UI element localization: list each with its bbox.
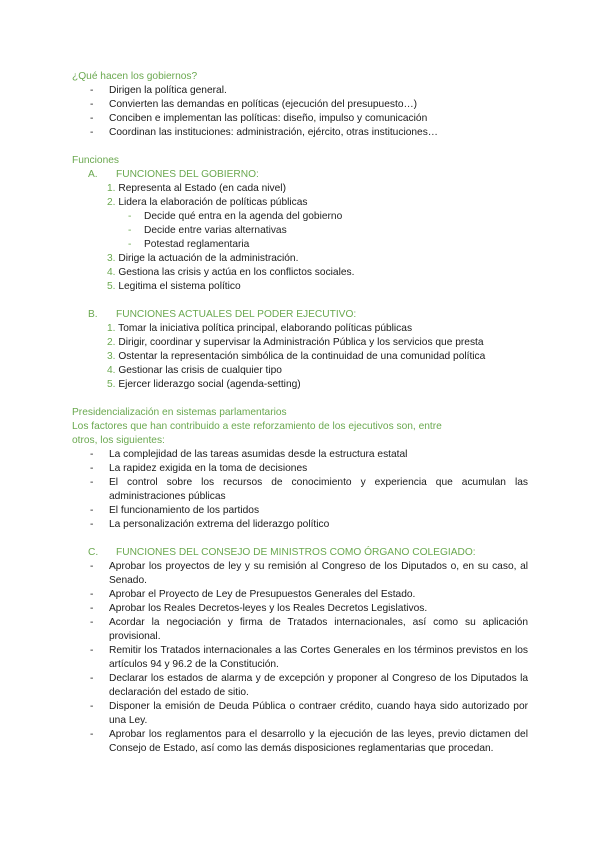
section-b-list [72, 322, 528, 392]
funciones-heading: Funciones [72, 155, 120, 166]
list-item: - Remitir los Tratados internacionales a las Cortes Generales en los términos previstos en los artículos 94 y 96.2 de la Constitución. [72, 644, 528, 672]
sub-item: - Decide entre varias alternativas [128, 224, 528, 238]
numbered-item [107, 182, 528, 196]
item-number: 3. [107, 253, 116, 264]
section-letter: C. [88, 547, 99, 558]
section-a-list [72, 182, 528, 210]
item-number: 2. [107, 337, 116, 348]
list-item: - Aprobar los Reales Decretos-leyes y los Reales Decretos Legislativos. [72, 602, 528, 616]
item-number: 1. [107, 323, 116, 334]
list-item: - Coordinan las instituciones: administración, ejército, otras instituciones… [72, 126, 528, 140]
list-item: - Aprobar el Proyecto de Ley de Presupuestos Generales del Estado. [72, 588, 528, 602]
section-letter: B. [88, 309, 98, 320]
item-text: Gestiona las crisis y actúa en los conflictos sociales. [115, 267, 355, 278]
section-letter: A. [88, 169, 98, 180]
section-a-sublist [72, 210, 528, 252]
numbered-item [107, 378, 528, 392]
section-a-list-cont [72, 252, 528, 294]
list-item: - Declarar los estados de alarma y de excepción y proponer al Congreso de los Diputados la declaración del estado de sitio. [72, 672, 528, 700]
item-number: 4. [107, 365, 116, 376]
document-page [72, 70, 528, 756]
item-number: 5. [107, 281, 116, 292]
item-text: Dirige la actuación de la administración. [115, 253, 299, 264]
item-text: Ejercer liderazgo social (agenda-setting) [115, 379, 301, 390]
presidencializacion-list [72, 448, 528, 532]
list-item: - El funcionamiento de los partidos [72, 504, 528, 518]
section-b-header [72, 308, 528, 322]
list-item: - Aprobar los reglamentos para el desarrollo y la ejecución de las leyes, previo dictamen del Consejo de Estado, así como las demás disposiciones reglamentarias que procedan. [72, 728, 528, 756]
numbered-item [107, 280, 528, 294]
sub-item: - Potestad reglamentaria [128, 238, 528, 252]
item-number: 5. [107, 379, 116, 390]
numbered-item [107, 336, 528, 350]
item-text: Representa al Estado (en cada nivel) [115, 183, 286, 194]
presidencializacion-intro: Los factores que han contribuido a este reforzamiento de los ejecutivos son, entre [72, 421, 442, 432]
list-item: - Acordar la negociación y firma de Tratados internacionales, así como su aplicación provisional. [72, 616, 528, 644]
numbered-item [107, 350, 528, 364]
list-item: - Convierten las demandas en políticas (ejecución del presupuesto…) [72, 98, 528, 112]
list-item: - El control sobre los recursos de conocimiento y experiencia que acumulan las administraciones públicas [72, 476, 528, 504]
list-item: - Aprobar los proyectos de ley y su remisión al Congreso de los Diputados o, en su caso, al Senado. [72, 560, 528, 588]
presidencializacion-heading: Presidencialización en sistemas parlamentarios [72, 407, 287, 418]
section-title: FUNCIONES ACTUALES DEL PODER EJECUTIVO: [116, 309, 357, 320]
numbered-item [107, 266, 528, 280]
item-text: Ostentar la representación simbólica de la continuidad de una comunidad política [115, 351, 486, 362]
item-number: 2. [107, 197, 116, 208]
item-text: Lidera la elaboración de políticas públicas [115, 197, 308, 208]
list-item: - La personalización extrema del liderazgo político [72, 518, 528, 532]
list-item: - La complejidad de las tareas asumidas desde la estructura estatal [72, 448, 528, 462]
question-heading: ¿Qué hacen los gobiernos? [72, 71, 198, 82]
section-c-header [72, 546, 528, 560]
presidencializacion-intro-cont: otros, los siguientes: [72, 435, 165, 446]
numbered-item [107, 252, 528, 266]
sub-item: - Decide qué entra en la agenda del gobierno [128, 210, 528, 224]
item-text: Gestionar las crisis de cualquier tipo [115, 365, 282, 376]
item-text: Legitima el sistema político [115, 281, 241, 292]
item-number: 1. [107, 183, 116, 194]
item-text: Tomar la iniciativa política principal, elaborando políticas públicas [115, 323, 413, 334]
numbered-item [107, 196, 528, 210]
list-item: - Dirigen la política general. [72, 84, 528, 98]
numbered-item [107, 322, 528, 336]
section-a-header [72, 168, 528, 182]
section-title: FUNCIONES DEL GOBIERNO: [116, 169, 259, 180]
item-number: 3. [107, 351, 116, 362]
item-number: 4. [107, 267, 116, 278]
list-item: - Disponer la emisión de Deuda Pública o contraer crédito, cuando haya sido autorizado por una Ley. [72, 700, 528, 728]
list-item: - La rapidez exigida en la toma de decisiones [72, 462, 528, 476]
section-c-list [72, 560, 528, 756]
item-text: Dirigir, coordinar y supervisar la Administración Pública y los servicios que presta [115, 337, 484, 348]
numbered-item [107, 364, 528, 378]
list-item: - Conciben e implementan las políticas: diseño, impulso y comunicación [72, 112, 528, 126]
section-title: FUNCIONES DEL CONSEJO DE MINISTROS COMO ÓRGANO COLEGIADO: [116, 547, 476, 558]
question-list [72, 84, 528, 140]
